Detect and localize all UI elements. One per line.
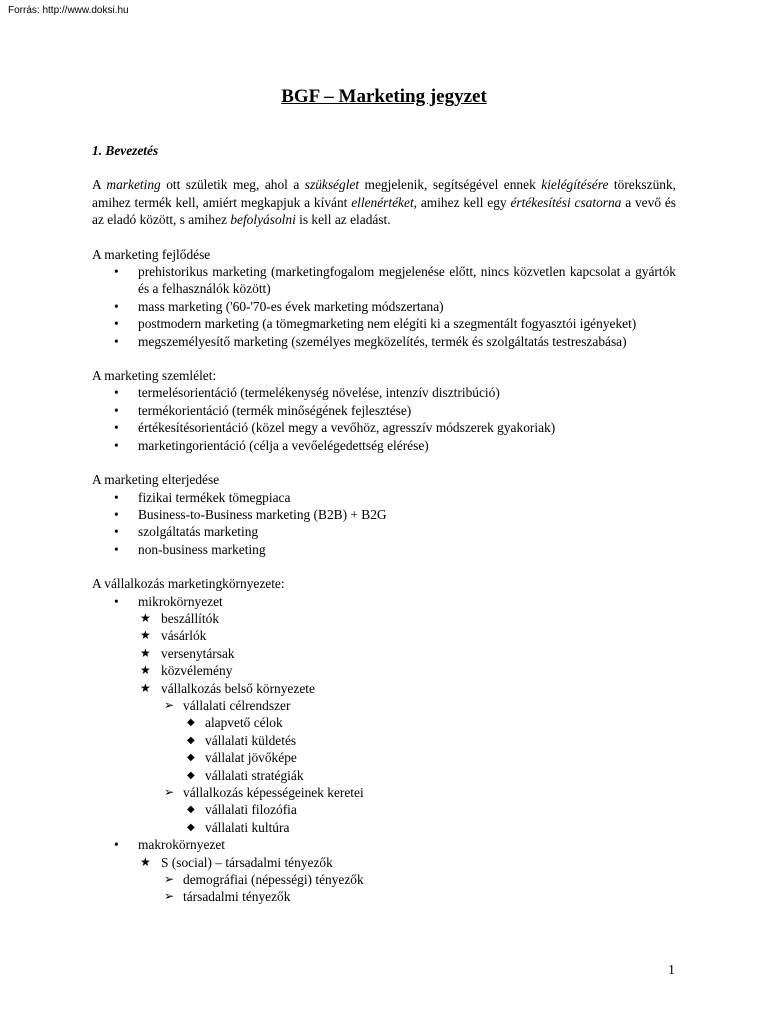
list-item-text: vállalkozás képességeinek keretei: [183, 785, 364, 800]
list-item-text: beszállítók: [161, 610, 220, 626]
list-item: [92, 437, 676, 454]
bullet-list-level-4: [183, 714, 676, 784]
list-item-text: társadalmi tényezők: [183, 889, 291, 905]
bullet-icon: •: [114, 402, 119, 418]
list-item-text: szolgáltatás marketing: [138, 524, 259, 540]
intro-italic-term: kielégítésére: [541, 177, 609, 193]
list-item: [138, 610, 676, 627]
list-item-text: non-business marketing: [138, 541, 266, 557]
list-item-text: makrokörnyezet: [138, 837, 225, 853]
bullet-icon: ★: [140, 610, 151, 625]
list-item: [138, 854, 676, 906]
list-item-text: termékorientáció (termék minőségének fejlesztése): [138, 402, 412, 418]
list-item: [161, 697, 676, 784]
list-item: [138, 627, 676, 644]
list-item: [183, 732, 676, 749]
bullet-icon: ➢: [164, 785, 175, 799]
list-item-text: versenytársak: [161, 645, 235, 661]
intro-text: megjelenik, segítségével ennek: [359, 177, 542, 193]
intro-paragraph: [92, 176, 676, 228]
list-item: [161, 871, 676, 888]
list-item-text: közvélemény: [161, 663, 233, 679]
bullet-icon: •: [114, 437, 119, 453]
bullet-icon: •: [114, 524, 119, 540]
list-item-text: postmodern marketing (a tömegmarketing nem elégíti ki a szegmentált fogyasztói igényeket): [138, 316, 637, 332]
list-item: [183, 749, 676, 766]
bullet-icon: ◆: [187, 804, 195, 816]
list-item-text: S (social) – társadalmi tényezők: [161, 854, 333, 870]
list-item: [138, 645, 676, 662]
list-item-text: mass marketing ('60-'70-es évek marketing módszertana): [138, 298, 444, 314]
list-item: [92, 489, 676, 506]
list-item: [183, 801, 676, 818]
list-item: [138, 680, 676, 837]
page-number: 1: [668, 963, 675, 978]
bullet-icon: ★: [140, 663, 151, 678]
bullet-icon: ◆: [187, 769, 195, 781]
bullet-icon: •: [114, 489, 119, 505]
list-item: [92, 263, 676, 298]
list-item-text: vállalati küldetés: [205, 732, 297, 748]
bullet-icon: ◆: [187, 717, 195, 729]
document-body: [92, 142, 676, 906]
intro-italic-term: értékesítési csatorna: [510, 194, 622, 210]
list-item: [92, 298, 676, 315]
bullet-icon: •: [114, 298, 119, 314]
list-item-text: marketingorientáció (célja a vevőelégedettség elérése): [138, 437, 429, 453]
list-item: [92, 836, 676, 906]
bullet-list-level-1: [92, 384, 676, 454]
bullet-icon: ★: [140, 854, 151, 869]
list-item: [183, 767, 676, 784]
intro-text: törekszünk, amihez termék kell, amiért megkapjuk a kívánt: [92, 177, 677, 210]
section-title: A marketing szemlélet:: [92, 368, 217, 384]
section-heading: 1. Bevezetés: [92, 143, 159, 158]
bullet-list-level-1: [92, 593, 676, 906]
list-item-text: termelésorientáció (termelékenység növelése, intenzív disztribúció): [138, 385, 500, 401]
bullet-icon: ★: [140, 680, 151, 695]
list-item: [92, 523, 676, 540]
list-item-text: Business-to-Business marketing (B2B) + B2G: [138, 506, 387, 522]
sections-container: [92, 246, 676, 906]
intro-italic-term: befolyásolni: [230, 212, 296, 228]
bullet-list-level-2: [138, 854, 676, 906]
bullet-icon: •: [114, 593, 119, 609]
bullet-icon: •: [114, 541, 119, 557]
list-item: [92, 419, 676, 436]
intro-text: A: [92, 177, 107, 193]
list-item: [138, 662, 676, 679]
list-item: [183, 819, 676, 836]
section-title: A vállalkozás marketingkörnyezete:: [92, 576, 285, 592]
list-item-text: fizikai termékek tömegpiaca: [138, 489, 291, 505]
bullet-icon: •: [114, 420, 119, 436]
list-item-text: mikrokörnyezet: [138, 593, 223, 609]
bullet-list-level-2: [138, 610, 676, 836]
list-item: [183, 714, 676, 731]
intro-italic-term: marketing: [106, 177, 161, 193]
bullet-icon: •: [114, 316, 119, 332]
bullet-icon: •: [114, 264, 119, 280]
list-item-text: vállalkozás belső környezete: [161, 680, 315, 696]
list-item-text: megszemélyesítő marketing (személyes megközelítés, termék és szolgáltatás testreszabása): [138, 333, 627, 349]
intro-text: , amihez kell egy: [413, 194, 511, 210]
list-item-text: vállalati stratégiák: [205, 767, 304, 783]
page-title: BGF – Marketing jegyzet: [281, 86, 487, 107]
bullet-icon: ➢: [164, 872, 175, 887]
intro-italic-term: ellenértéket: [351, 194, 414, 210]
list-item-text: vállalati célrendszer: [183, 697, 291, 713]
bullet-icon: ◆: [187, 821, 195, 833]
bullet-icon: ◆: [187, 752, 195, 764]
bullet-list-level-3: [161, 697, 676, 836]
list-item-text: értékesítésorientáció (közel megy a vevőhöz, agresszív módszerek gyakoriak): [138, 420, 556, 436]
section-title: A marketing elterjedése: [92, 472, 220, 488]
list-item: [92, 333, 676, 350]
bullet-list-level-1: [92, 263, 676, 350]
list-item-text: vásárlók: [161, 628, 207, 644]
bullet-icon: ★: [140, 645, 151, 660]
intro-text: a vevő és az eladó között, s amihez: [92, 194, 676, 228]
intro-text: is kell az eladást.: [295, 212, 391, 228]
bullet-icon: •: [114, 837, 119, 853]
bullet-list-level-1: [92, 489, 676, 559]
bullet-icon: •: [114, 333, 119, 349]
list-item-text: vállalati kultúra: [205, 819, 290, 835]
list-item: [92, 315, 676, 332]
bullet-icon: •: [114, 385, 119, 401]
bullet-list-level-3: [161, 871, 676, 906]
list-item: [92, 541, 676, 558]
list-item: [92, 593, 676, 837]
list-item: [92, 402, 676, 419]
list-item-text: prehistorikus marketing (marketingfogalom megjelenése előtt, nincs közvetlen kapcsolat a gyártók és a felhasználók között): [138, 264, 676, 297]
source-label: Forrás: http://www.doksi.hu: [8, 5, 129, 16]
bullet-icon: ➢: [164, 697, 175, 712]
bullet-icon: ➢: [164, 889, 175, 904]
bullet-icon: ◆: [187, 734, 195, 746]
list-item-text: vállalati filozófia: [205, 802, 297, 818]
bullet-icon: ★: [140, 628, 151, 643]
section-title: A marketing fejlődése: [92, 246, 211, 262]
list-item: [161, 784, 676, 836]
intro-italic-term: szükséglet: [304, 177, 360, 193]
bullet-list-level-4: [183, 801, 676, 836]
list-item-text: demográfiai (népességi) tényezők: [183, 872, 364, 888]
list-item: [92, 384, 676, 401]
intro-text: ott születik meg, ahol a: [160, 177, 305, 193]
bullet-icon: •: [114, 506, 119, 522]
list-item-text: vállalat jövőképe: [205, 750, 297, 766]
list-item-text: alapvető célok: [205, 715, 283, 731]
list-item: [92, 506, 676, 523]
list-item: [161, 888, 676, 905]
